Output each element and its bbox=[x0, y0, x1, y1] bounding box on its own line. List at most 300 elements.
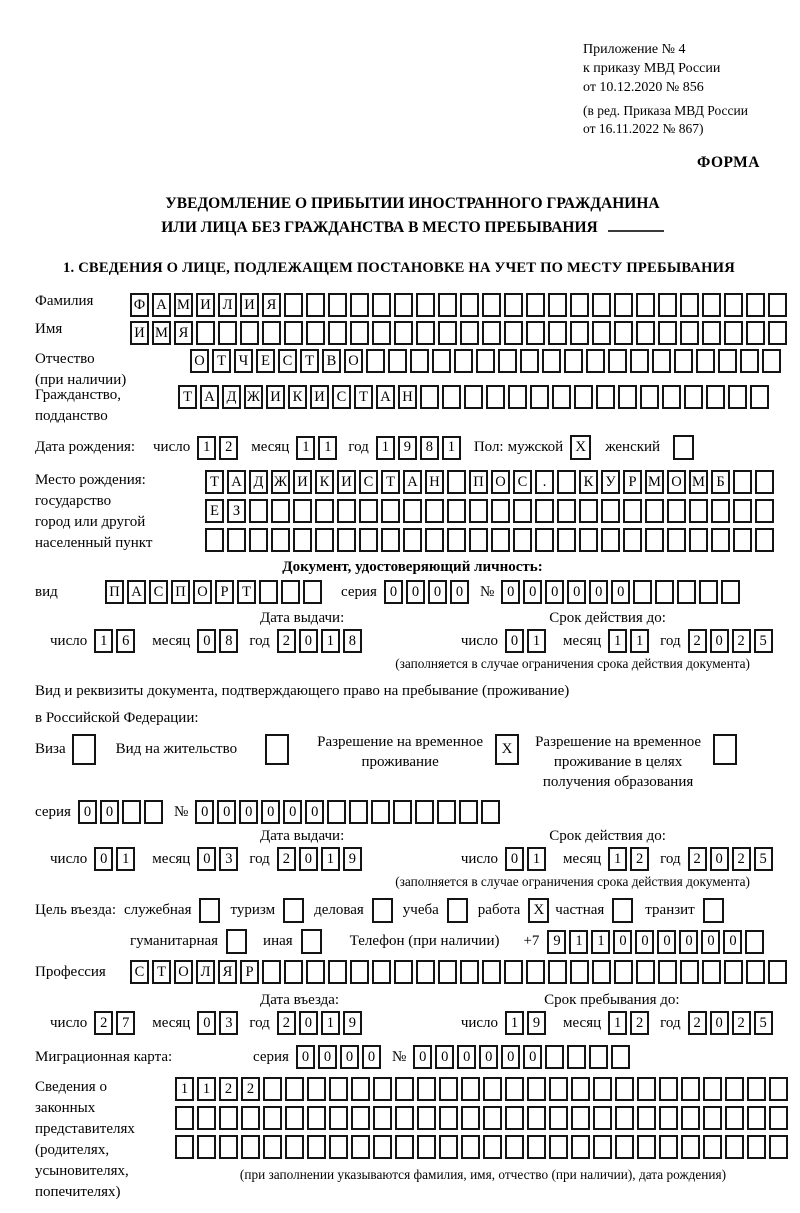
char-cell[interactable]: 1 bbox=[318, 436, 337, 460]
char-cell[interactable] bbox=[281, 580, 300, 604]
char-cell[interactable] bbox=[570, 293, 589, 317]
char-cell[interactable] bbox=[373, 1077, 392, 1101]
char-cell[interactable]: 5 bbox=[754, 847, 773, 871]
char-cell[interactable] bbox=[658, 293, 677, 317]
char-cell[interactable] bbox=[505, 1106, 524, 1130]
char-cell[interactable]: 0 bbox=[299, 847, 318, 871]
char-cell[interactable] bbox=[703, 1106, 722, 1130]
char-cell[interactable] bbox=[263, 1135, 282, 1159]
char-cell[interactable]: 9 bbox=[343, 847, 362, 871]
char-cell[interactable]: 5 bbox=[754, 629, 773, 653]
char-cell[interactable]: 3 bbox=[219, 1011, 238, 1035]
char-cell[interactable] bbox=[505, 1077, 524, 1101]
char-cell[interactable] bbox=[636, 293, 655, 317]
char-cell[interactable]: 1 bbox=[608, 629, 627, 653]
char-cell[interactable] bbox=[329, 1106, 348, 1130]
char-cell[interactable] bbox=[240, 321, 259, 345]
char-cell[interactable] bbox=[351, 1106, 370, 1130]
char-cell[interactable]: 0 bbox=[523, 580, 542, 604]
char-cell[interactable]: Н bbox=[398, 385, 417, 409]
char-cell[interactable] bbox=[425, 528, 444, 552]
char-cell[interactable] bbox=[284, 293, 303, 317]
char-cell[interactable] bbox=[579, 528, 598, 552]
char-cell[interactable]: Т bbox=[152, 960, 171, 984]
char-cell[interactable] bbox=[259, 580, 278, 604]
char-cell[interactable] bbox=[469, 499, 488, 523]
char-cell[interactable] bbox=[527, 1106, 546, 1130]
char-cell[interactable] bbox=[513, 499, 532, 523]
char-cell[interactable] bbox=[284, 321, 303, 345]
char-cell[interactable] bbox=[637, 1077, 656, 1101]
char-cell[interactable] bbox=[662, 385, 681, 409]
char-cell[interactable] bbox=[755, 470, 774, 494]
char-cell[interactable]: 1 bbox=[376, 436, 395, 460]
char-cell[interactable]: 0 bbox=[305, 800, 324, 824]
char-cell[interactable]: 0 bbox=[299, 1011, 318, 1035]
char-cell[interactable] bbox=[476, 349, 495, 373]
temp-residence-checkbox[interactable]: X bbox=[495, 734, 519, 765]
char-cell[interactable]: Р bbox=[240, 960, 259, 984]
char-cell[interactable]: 1 bbox=[321, 1011, 340, 1035]
char-cell[interactable] bbox=[491, 528, 510, 552]
char-cell[interactable] bbox=[381, 528, 400, 552]
char-cell[interactable] bbox=[482, 960, 501, 984]
char-cell[interactable]: 0 bbox=[283, 800, 302, 824]
char-cell[interactable]: О bbox=[190, 349, 209, 373]
char-cell[interactable]: 0 bbox=[523, 1045, 542, 1069]
char-cell[interactable] bbox=[327, 800, 346, 824]
char-cell[interactable]: Д bbox=[222, 385, 241, 409]
char-cell[interactable] bbox=[491, 499, 510, 523]
char-cell[interactable] bbox=[724, 960, 743, 984]
char-cell[interactable] bbox=[349, 800, 368, 824]
purpose-other-checkbox[interactable] bbox=[301, 929, 322, 954]
char-cell[interactable] bbox=[571, 1077, 590, 1101]
char-cell[interactable]: Т bbox=[212, 349, 231, 373]
char-cell[interactable]: 2 bbox=[688, 1011, 707, 1035]
char-cell[interactable] bbox=[549, 1135, 568, 1159]
char-cell[interactable] bbox=[659, 1135, 678, 1159]
char-cell[interactable] bbox=[755, 499, 774, 523]
char-cell[interactable] bbox=[623, 499, 642, 523]
char-cell[interactable]: П bbox=[469, 470, 488, 494]
char-cell[interactable]: С bbox=[513, 470, 532, 494]
char-cell[interactable]: И bbox=[196, 293, 215, 317]
char-cell[interactable]: Р bbox=[215, 580, 234, 604]
char-cell[interactable]: 0 bbox=[413, 1045, 432, 1069]
char-cell[interactable] bbox=[285, 1106, 304, 1130]
char-cell[interactable] bbox=[307, 1077, 326, 1101]
char-cell[interactable] bbox=[284, 960, 303, 984]
char-cell[interactable] bbox=[652, 349, 671, 373]
char-cell[interactable]: 1 bbox=[175, 1077, 194, 1101]
char-cell[interactable] bbox=[725, 1077, 744, 1101]
char-cell[interactable] bbox=[241, 1135, 260, 1159]
char-cell[interactable] bbox=[262, 960, 281, 984]
char-cell[interactable] bbox=[303, 580, 322, 604]
char-cell[interactable] bbox=[557, 499, 576, 523]
char-cell[interactable] bbox=[740, 349, 759, 373]
char-cell[interactable] bbox=[447, 470, 466, 494]
char-cell[interactable] bbox=[439, 1135, 458, 1159]
char-cell[interactable] bbox=[658, 960, 677, 984]
char-cell[interactable] bbox=[725, 1135, 744, 1159]
char-cell[interactable]: К bbox=[579, 470, 598, 494]
char-cell[interactable]: И bbox=[310, 385, 329, 409]
char-cell[interactable] bbox=[680, 960, 699, 984]
char-cell[interactable] bbox=[460, 960, 479, 984]
char-cell[interactable] bbox=[350, 293, 369, 317]
char-cell[interactable] bbox=[702, 321, 721, 345]
char-cell[interactable] bbox=[699, 580, 718, 604]
char-cell[interactable]: 2 bbox=[219, 1077, 238, 1101]
char-cell[interactable] bbox=[667, 528, 686, 552]
char-cell[interactable] bbox=[527, 1135, 546, 1159]
char-cell[interactable]: 0 bbox=[611, 580, 630, 604]
char-cell[interactable]: 2 bbox=[732, 629, 751, 653]
char-cell[interactable] bbox=[681, 1077, 700, 1101]
char-cell[interactable]: 0 bbox=[239, 800, 258, 824]
char-cell[interactable] bbox=[623, 528, 642, 552]
purpose-work-checkbox[interactable]: X bbox=[528, 898, 549, 923]
char-cell[interactable] bbox=[461, 1135, 480, 1159]
char-cell[interactable] bbox=[593, 1077, 612, 1101]
char-cell[interactable] bbox=[417, 1077, 436, 1101]
char-cell[interactable] bbox=[768, 960, 787, 984]
char-cell[interactable] bbox=[658, 321, 677, 345]
char-cell[interactable] bbox=[271, 499, 290, 523]
char-cell[interactable]: 0 bbox=[384, 580, 403, 604]
char-cell[interactable] bbox=[614, 321, 633, 345]
char-cell[interactable] bbox=[447, 528, 466, 552]
char-cell[interactable]: С bbox=[278, 349, 297, 373]
char-cell[interactable] bbox=[711, 528, 730, 552]
char-cell[interactable] bbox=[218, 321, 237, 345]
char-cell[interactable] bbox=[520, 349, 539, 373]
char-cell[interactable]: О bbox=[491, 470, 510, 494]
char-cell[interactable]: 0 bbox=[318, 1045, 337, 1069]
char-cell[interactable] bbox=[454, 349, 473, 373]
char-cell[interactable]: Я bbox=[262, 293, 281, 317]
char-cell[interactable]: . bbox=[535, 470, 554, 494]
char-cell[interactable] bbox=[733, 499, 752, 523]
char-cell[interactable]: 2 bbox=[277, 847, 296, 871]
char-cell[interactable] bbox=[425, 499, 444, 523]
char-cell[interactable] bbox=[684, 385, 703, 409]
char-cell[interactable]: 2 bbox=[277, 1011, 296, 1035]
char-cell[interactable] bbox=[702, 960, 721, 984]
char-cell[interactable] bbox=[733, 528, 752, 552]
char-cell[interactable]: Я bbox=[174, 321, 193, 345]
char-cell[interactable]: 0 bbox=[296, 1045, 315, 1069]
char-cell[interactable] bbox=[459, 800, 478, 824]
char-cell[interactable] bbox=[307, 1135, 326, 1159]
char-cell[interactable] bbox=[464, 385, 483, 409]
char-cell[interactable] bbox=[548, 960, 567, 984]
char-cell[interactable] bbox=[769, 1106, 788, 1130]
char-cell[interactable] bbox=[395, 1077, 414, 1101]
char-cell[interactable] bbox=[417, 1106, 436, 1130]
char-cell[interactable] bbox=[548, 321, 567, 345]
char-cell[interactable] bbox=[636, 960, 655, 984]
char-cell[interactable] bbox=[329, 1135, 348, 1159]
char-cell[interactable] bbox=[615, 1106, 634, 1130]
char-cell[interactable]: Т bbox=[381, 470, 400, 494]
char-cell[interactable] bbox=[328, 960, 347, 984]
char-cell[interactable]: 2 bbox=[241, 1077, 260, 1101]
char-cell[interactable] bbox=[725, 1106, 744, 1130]
char-cell[interactable]: 1 bbox=[591, 930, 610, 954]
char-cell[interactable] bbox=[372, 293, 391, 317]
char-cell[interactable] bbox=[724, 293, 743, 317]
char-cell[interactable]: С bbox=[149, 580, 168, 604]
char-cell[interactable]: 0 bbox=[710, 1011, 729, 1035]
char-cell[interactable]: Т bbox=[178, 385, 197, 409]
purpose-transit-checkbox[interactable] bbox=[703, 898, 724, 923]
char-cell[interactable] bbox=[144, 800, 163, 824]
char-cell[interactable] bbox=[197, 1135, 216, 1159]
char-cell[interactable] bbox=[768, 321, 787, 345]
char-cell[interactable]: Я bbox=[218, 960, 237, 984]
char-cell[interactable] bbox=[745, 930, 764, 954]
char-cell[interactable] bbox=[366, 349, 385, 373]
char-cell[interactable] bbox=[437, 800, 456, 824]
char-cell[interactable]: У bbox=[601, 470, 620, 494]
char-cell[interactable] bbox=[293, 528, 312, 552]
char-cell[interactable] bbox=[762, 349, 781, 373]
char-cell[interactable] bbox=[526, 960, 545, 984]
char-cell[interactable]: 7 bbox=[116, 1011, 135, 1035]
char-cell[interactable]: Д bbox=[249, 470, 268, 494]
char-cell[interactable]: Р bbox=[623, 470, 642, 494]
char-cell[interactable] bbox=[677, 580, 696, 604]
char-cell[interactable] bbox=[659, 1106, 678, 1130]
char-cell[interactable] bbox=[196, 321, 215, 345]
char-cell[interactable]: Н bbox=[425, 470, 444, 494]
char-cell[interactable] bbox=[447, 499, 466, 523]
char-cell[interactable]: 2 bbox=[277, 629, 296, 653]
char-cell[interactable]: 1 bbox=[197, 1077, 216, 1101]
char-cell[interactable]: 2 bbox=[732, 1011, 751, 1035]
char-cell[interactable] bbox=[527, 1077, 546, 1101]
char-cell[interactable]: 0 bbox=[723, 930, 742, 954]
char-cell[interactable]: 1 bbox=[505, 1011, 524, 1035]
char-cell[interactable]: 0 bbox=[78, 800, 97, 824]
char-cell[interactable] bbox=[307, 1106, 326, 1130]
char-cell[interactable] bbox=[388, 349, 407, 373]
char-cell[interactable] bbox=[482, 321, 501, 345]
char-cell[interactable] bbox=[350, 321, 369, 345]
char-cell[interactable] bbox=[728, 385, 747, 409]
char-cell[interactable] bbox=[416, 321, 435, 345]
char-cell[interactable]: А bbox=[376, 385, 395, 409]
char-cell[interactable]: 0 bbox=[657, 930, 676, 954]
char-cell[interactable] bbox=[197, 1106, 216, 1130]
char-cell[interactable] bbox=[285, 1135, 304, 1159]
char-cell[interactable] bbox=[593, 1106, 612, 1130]
char-cell[interactable] bbox=[680, 293, 699, 317]
char-cell[interactable] bbox=[703, 1135, 722, 1159]
char-cell[interactable]: Т bbox=[205, 470, 224, 494]
char-cell[interactable] bbox=[483, 1077, 502, 1101]
char-cell[interactable] bbox=[306, 321, 325, 345]
char-cell[interactable] bbox=[696, 349, 715, 373]
char-cell[interactable] bbox=[122, 800, 141, 824]
char-cell[interactable]: 0 bbox=[635, 930, 654, 954]
char-cell[interactable]: 9 bbox=[398, 436, 417, 460]
char-cell[interactable] bbox=[579, 499, 598, 523]
char-cell[interactable] bbox=[205, 528, 224, 552]
char-cell[interactable] bbox=[263, 1106, 282, 1130]
char-cell[interactable] bbox=[395, 1135, 414, 1159]
char-cell[interactable] bbox=[746, 960, 765, 984]
char-cell[interactable] bbox=[350, 960, 369, 984]
char-cell[interactable] bbox=[611, 1045, 630, 1069]
char-cell[interactable] bbox=[315, 499, 334, 523]
char-cell[interactable] bbox=[608, 349, 627, 373]
char-cell[interactable] bbox=[403, 528, 422, 552]
char-cell[interactable] bbox=[432, 349, 451, 373]
char-cell[interactable] bbox=[359, 528, 378, 552]
char-cell[interactable] bbox=[416, 293, 435, 317]
char-cell[interactable]: П bbox=[105, 580, 124, 604]
char-cell[interactable]: 0 bbox=[197, 847, 216, 871]
char-cell[interactable] bbox=[175, 1106, 194, 1130]
char-cell[interactable] bbox=[483, 1106, 502, 1130]
char-cell[interactable] bbox=[504, 293, 523, 317]
char-cell[interactable] bbox=[293, 499, 312, 523]
char-cell[interactable] bbox=[614, 960, 633, 984]
char-cell[interactable] bbox=[271, 528, 290, 552]
char-cell[interactable]: 1 bbox=[296, 436, 315, 460]
purpose-private-checkbox[interactable] bbox=[612, 898, 633, 923]
char-cell[interactable] bbox=[557, 528, 576, 552]
char-cell[interactable] bbox=[637, 1106, 656, 1130]
char-cell[interactable] bbox=[552, 385, 571, 409]
char-cell[interactable]: М bbox=[645, 470, 664, 494]
char-cell[interactable] bbox=[618, 385, 637, 409]
char-cell[interactable]: 2 bbox=[630, 847, 649, 871]
char-cell[interactable] bbox=[410, 349, 429, 373]
char-cell[interactable]: 0 bbox=[100, 800, 119, 824]
char-cell[interactable] bbox=[655, 580, 674, 604]
char-cell[interactable] bbox=[592, 321, 611, 345]
char-cell[interactable]: 0 bbox=[710, 629, 729, 653]
char-cell[interactable] bbox=[769, 1077, 788, 1101]
char-cell[interactable] bbox=[747, 1106, 766, 1130]
char-cell[interactable]: 0 bbox=[197, 1011, 216, 1035]
char-cell[interactable]: С bbox=[359, 470, 378, 494]
char-cell[interactable] bbox=[681, 1135, 700, 1159]
char-cell[interactable]: 0 bbox=[197, 629, 216, 653]
char-cell[interactable] bbox=[219, 1106, 238, 1130]
char-cell[interactable]: 0 bbox=[505, 629, 524, 653]
char-cell[interactable] bbox=[403, 499, 422, 523]
char-cell[interactable] bbox=[351, 1135, 370, 1159]
char-cell[interactable]: 0 bbox=[457, 1045, 476, 1069]
char-cell[interactable] bbox=[549, 1106, 568, 1130]
char-cell[interactable] bbox=[564, 349, 583, 373]
char-cell[interactable]: О bbox=[174, 960, 193, 984]
char-cell[interactable] bbox=[630, 349, 649, 373]
char-cell[interactable] bbox=[724, 321, 743, 345]
char-cell[interactable] bbox=[674, 349, 693, 373]
char-cell[interactable] bbox=[615, 1135, 634, 1159]
char-cell[interactable] bbox=[351, 1077, 370, 1101]
char-cell[interactable]: А bbox=[403, 470, 422, 494]
char-cell[interactable]: 0 bbox=[567, 580, 586, 604]
char-cell[interactable]: 2 bbox=[732, 847, 751, 871]
char-cell[interactable]: 9 bbox=[343, 1011, 362, 1035]
char-cell[interactable]: 2 bbox=[94, 1011, 113, 1035]
char-cell[interactable] bbox=[548, 293, 567, 317]
char-cell[interactable]: И bbox=[337, 470, 356, 494]
purpose-study-checkbox[interactable] bbox=[447, 898, 468, 923]
char-cell[interactable]: 1 bbox=[527, 847, 546, 871]
char-cell[interactable] bbox=[263, 1077, 282, 1101]
char-cell[interactable] bbox=[285, 1077, 304, 1101]
char-cell[interactable]: А bbox=[127, 580, 146, 604]
char-cell[interactable] bbox=[549, 1077, 568, 1101]
char-cell[interactable]: 6 bbox=[116, 629, 135, 653]
char-cell[interactable]: 0 bbox=[362, 1045, 381, 1069]
char-cell[interactable] bbox=[689, 499, 708, 523]
char-cell[interactable]: 0 bbox=[94, 847, 113, 871]
char-cell[interactable]: 0 bbox=[613, 930, 632, 954]
char-cell[interactable]: 0 bbox=[340, 1045, 359, 1069]
char-cell[interactable] bbox=[328, 321, 347, 345]
char-cell[interactable] bbox=[706, 385, 725, 409]
char-cell[interactable] bbox=[702, 293, 721, 317]
char-cell[interactable] bbox=[439, 1077, 458, 1101]
char-cell[interactable]: А bbox=[227, 470, 246, 494]
char-cell[interactable] bbox=[442, 385, 461, 409]
char-cell[interactable]: 0 bbox=[217, 800, 236, 824]
char-cell[interactable] bbox=[372, 960, 391, 984]
char-cell[interactable] bbox=[567, 1045, 586, 1069]
char-cell[interactable] bbox=[636, 321, 655, 345]
char-cell[interactable]: А bbox=[200, 385, 219, 409]
char-cell[interactable]: 1 bbox=[94, 629, 113, 653]
char-cell[interactable] bbox=[755, 528, 774, 552]
char-cell[interactable] bbox=[420, 385, 439, 409]
char-cell[interactable] bbox=[570, 960, 589, 984]
char-cell[interactable] bbox=[328, 293, 347, 317]
char-cell[interactable]: 0 bbox=[195, 800, 214, 824]
char-cell[interactable] bbox=[498, 349, 517, 373]
char-cell[interactable]: 1 bbox=[527, 629, 546, 653]
char-cell[interactable] bbox=[596, 385, 615, 409]
char-cell[interactable]: Е bbox=[256, 349, 275, 373]
char-cell[interactable]: 0 bbox=[501, 580, 520, 604]
char-cell[interactable]: 0 bbox=[545, 580, 564, 604]
char-cell[interactable] bbox=[175, 1135, 194, 1159]
char-cell[interactable] bbox=[249, 499, 268, 523]
char-cell[interactable] bbox=[545, 1045, 564, 1069]
char-cell[interactable]: О bbox=[344, 349, 363, 373]
char-cell[interactable] bbox=[526, 293, 545, 317]
char-cell[interactable]: 3 bbox=[219, 847, 238, 871]
char-cell[interactable] bbox=[416, 960, 435, 984]
char-cell[interactable]: В bbox=[322, 349, 341, 373]
char-cell[interactable] bbox=[306, 293, 325, 317]
purpose-official-checkbox[interactable] bbox=[199, 898, 220, 923]
char-cell[interactable]: 8 bbox=[420, 436, 439, 460]
char-cell[interactable]: 0 bbox=[479, 1045, 498, 1069]
residence-permit-checkbox[interactable] bbox=[265, 734, 289, 765]
char-cell[interactable] bbox=[504, 321, 523, 345]
char-cell[interactable] bbox=[329, 1077, 348, 1101]
